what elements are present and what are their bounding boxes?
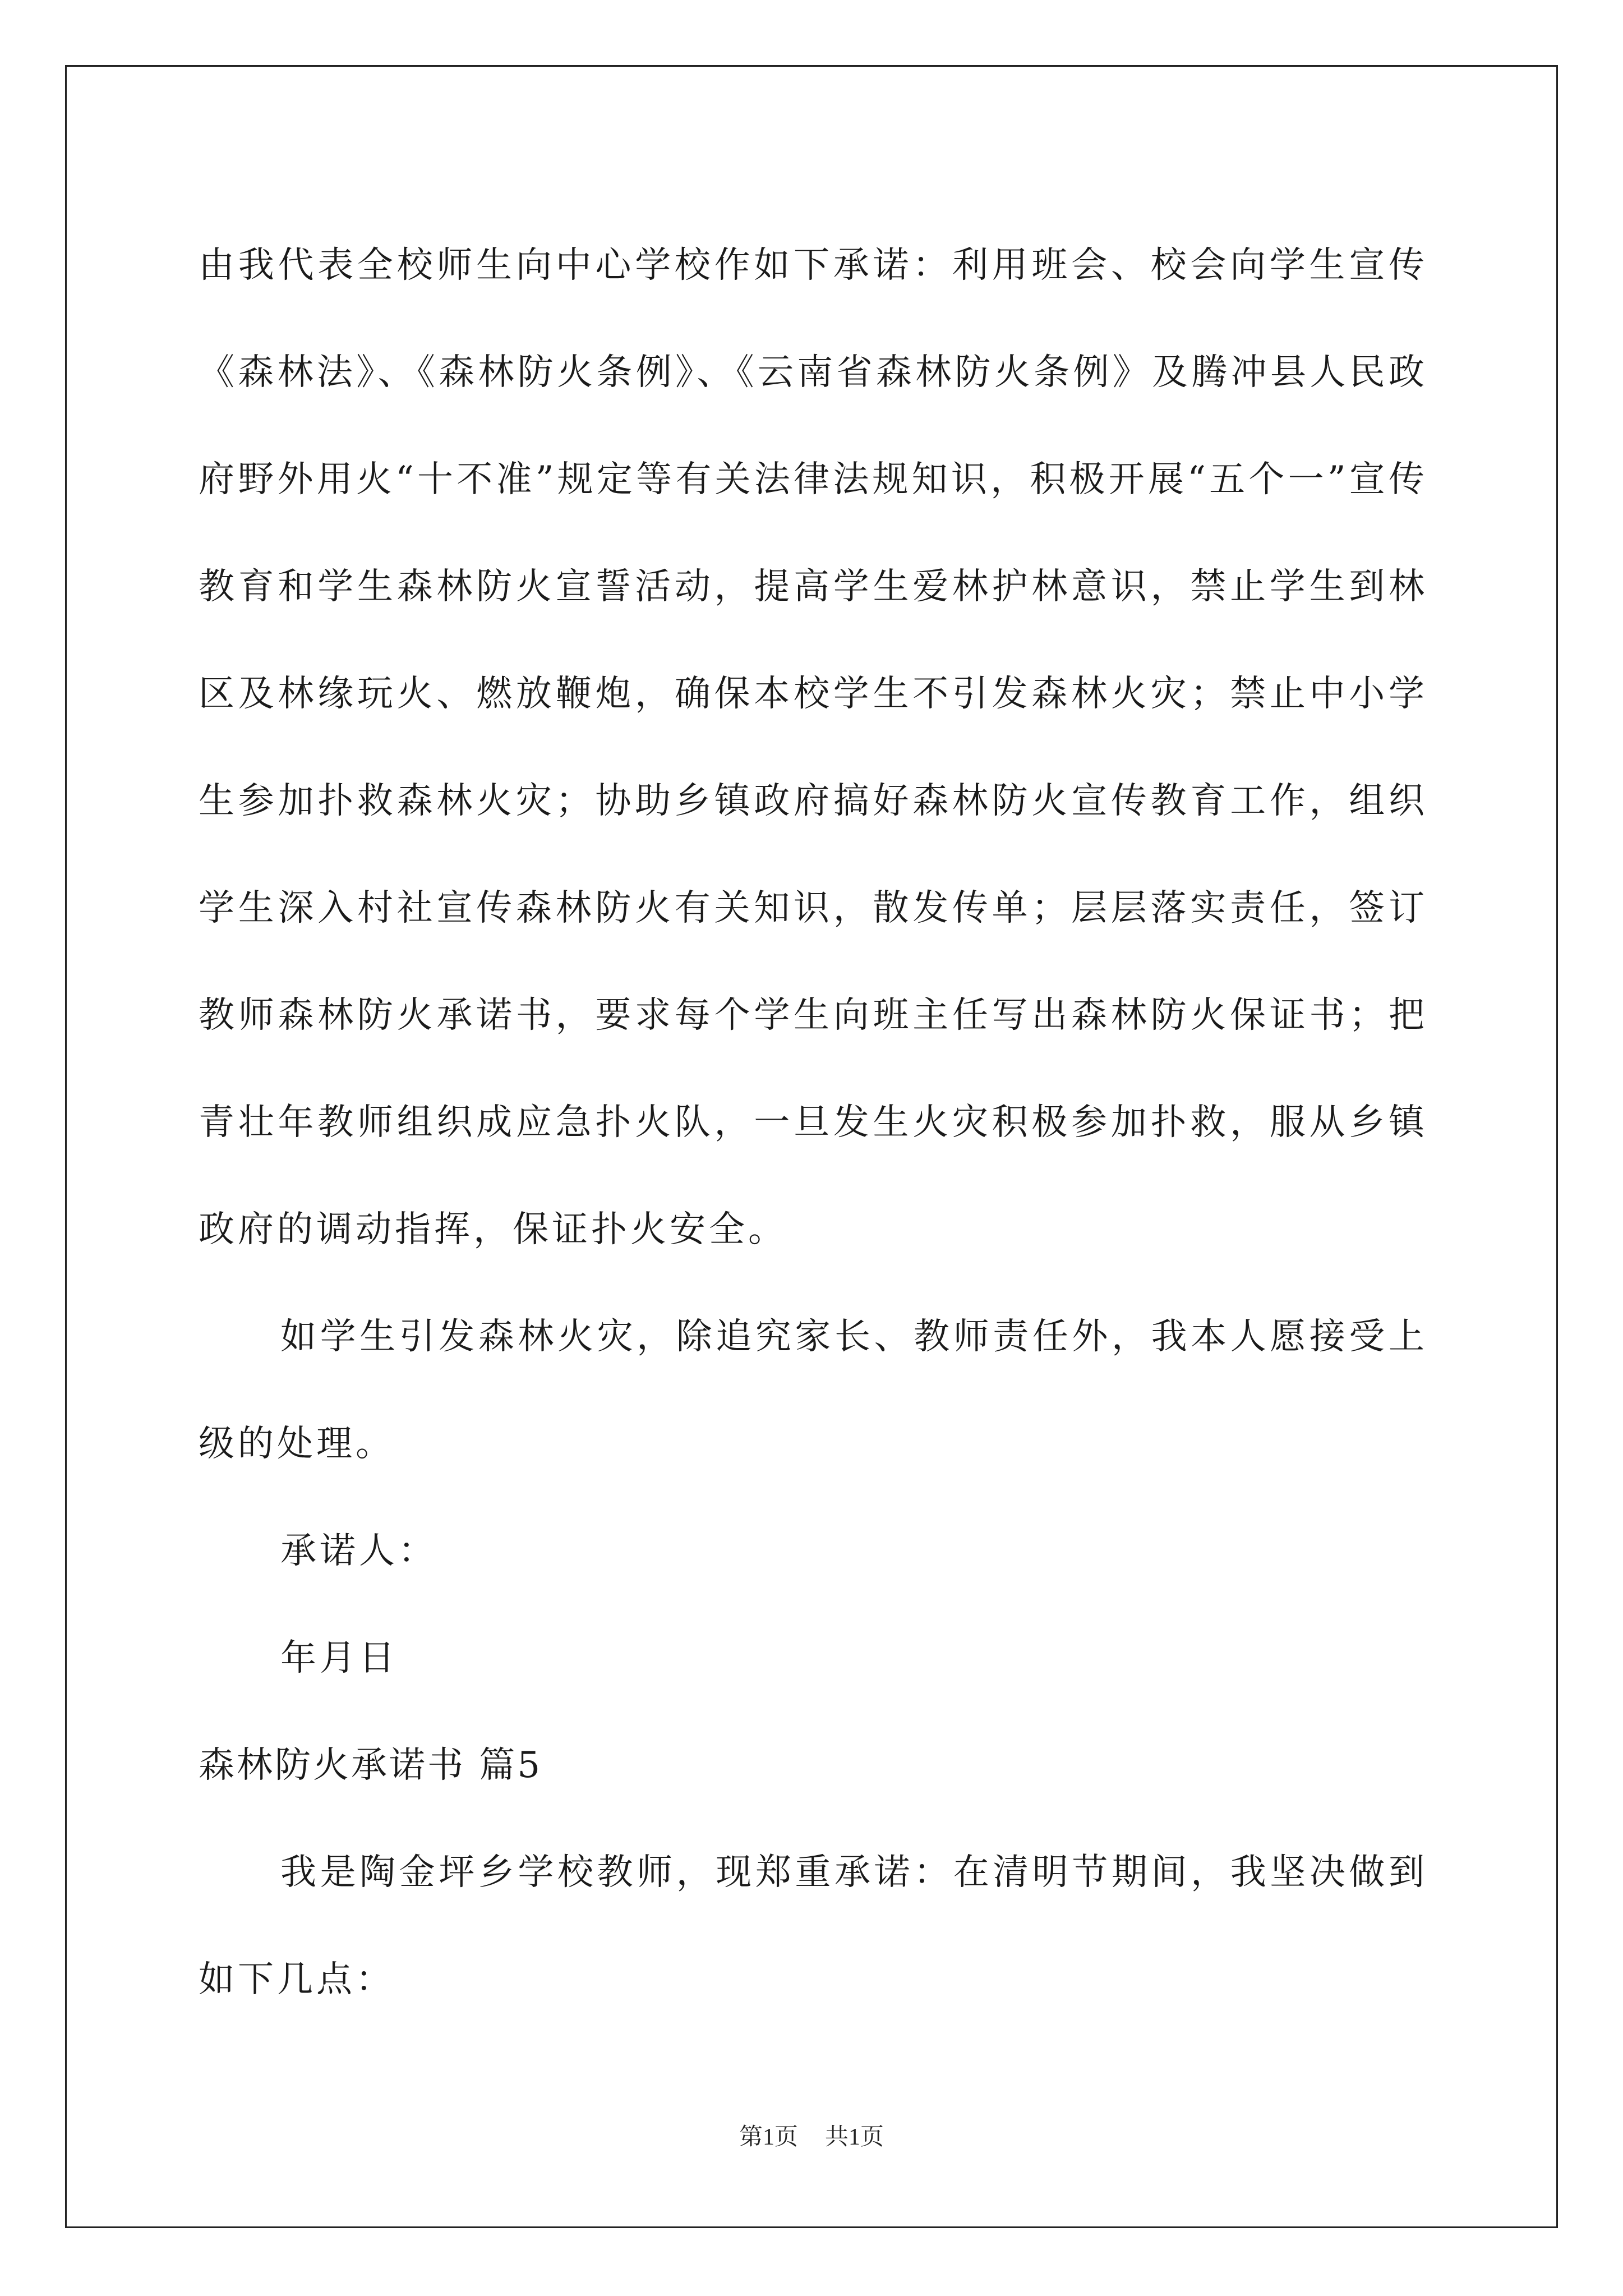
page-footer xyxy=(0,2118,1623,2152)
section-heading: 森林防火承诺书 篇5 xyxy=(199,1745,543,1786)
signer-line: 承诺人： xyxy=(280,1530,437,1572)
date-line: 年月日 xyxy=(280,1637,398,1679)
commitment-paragraph: 由我代表全校师生向中心学校作如下承诺：利用班会、校会向学生宣传《森林法》、《森林防火条例》、《云南省森林防火条例》及腾冲县人民政府野外用火“十不准”规定等有关法律法规知识，积极开展“五个一”宣传教育和学生森林防火宣誓活动，提高学生爱林护林意识，禁止学生到林区及林缘玩火、燃放鞭炮，确保本校学生不引发森林火灾；禁止中小学生参加扑救森林火灾；协助乡镇政府搞好森林防火宣传教育工作，组织学生深入村社宣传森林防火有关知识，散发传单；层层落实责任，签订教师森林防火承诺书，要求每个学生向班主任写出森林防火保证书；把青壮年教师组织成应急扑火队，一旦发生火灾积极参加扑救，服从乡镇政府的调动指挥，保证扑火安全。 xyxy=(199,245,1428,1250)
document-body xyxy=(199,212,1428,2033)
page-number: 第1页 xyxy=(739,2124,798,2150)
liability-paragraph: 如学生引发森林火灾，除追究家长、教师责任外，我本人愿接受上级的处理。 xyxy=(199,1316,1428,1465)
teacher-pledge-paragraph: 我是陶金坪乡学校教师，现郑重承诺：在清明节期间，我坚决做到如下几点： xyxy=(199,1852,1428,2000)
page-total: 共1页 xyxy=(825,2124,884,2150)
